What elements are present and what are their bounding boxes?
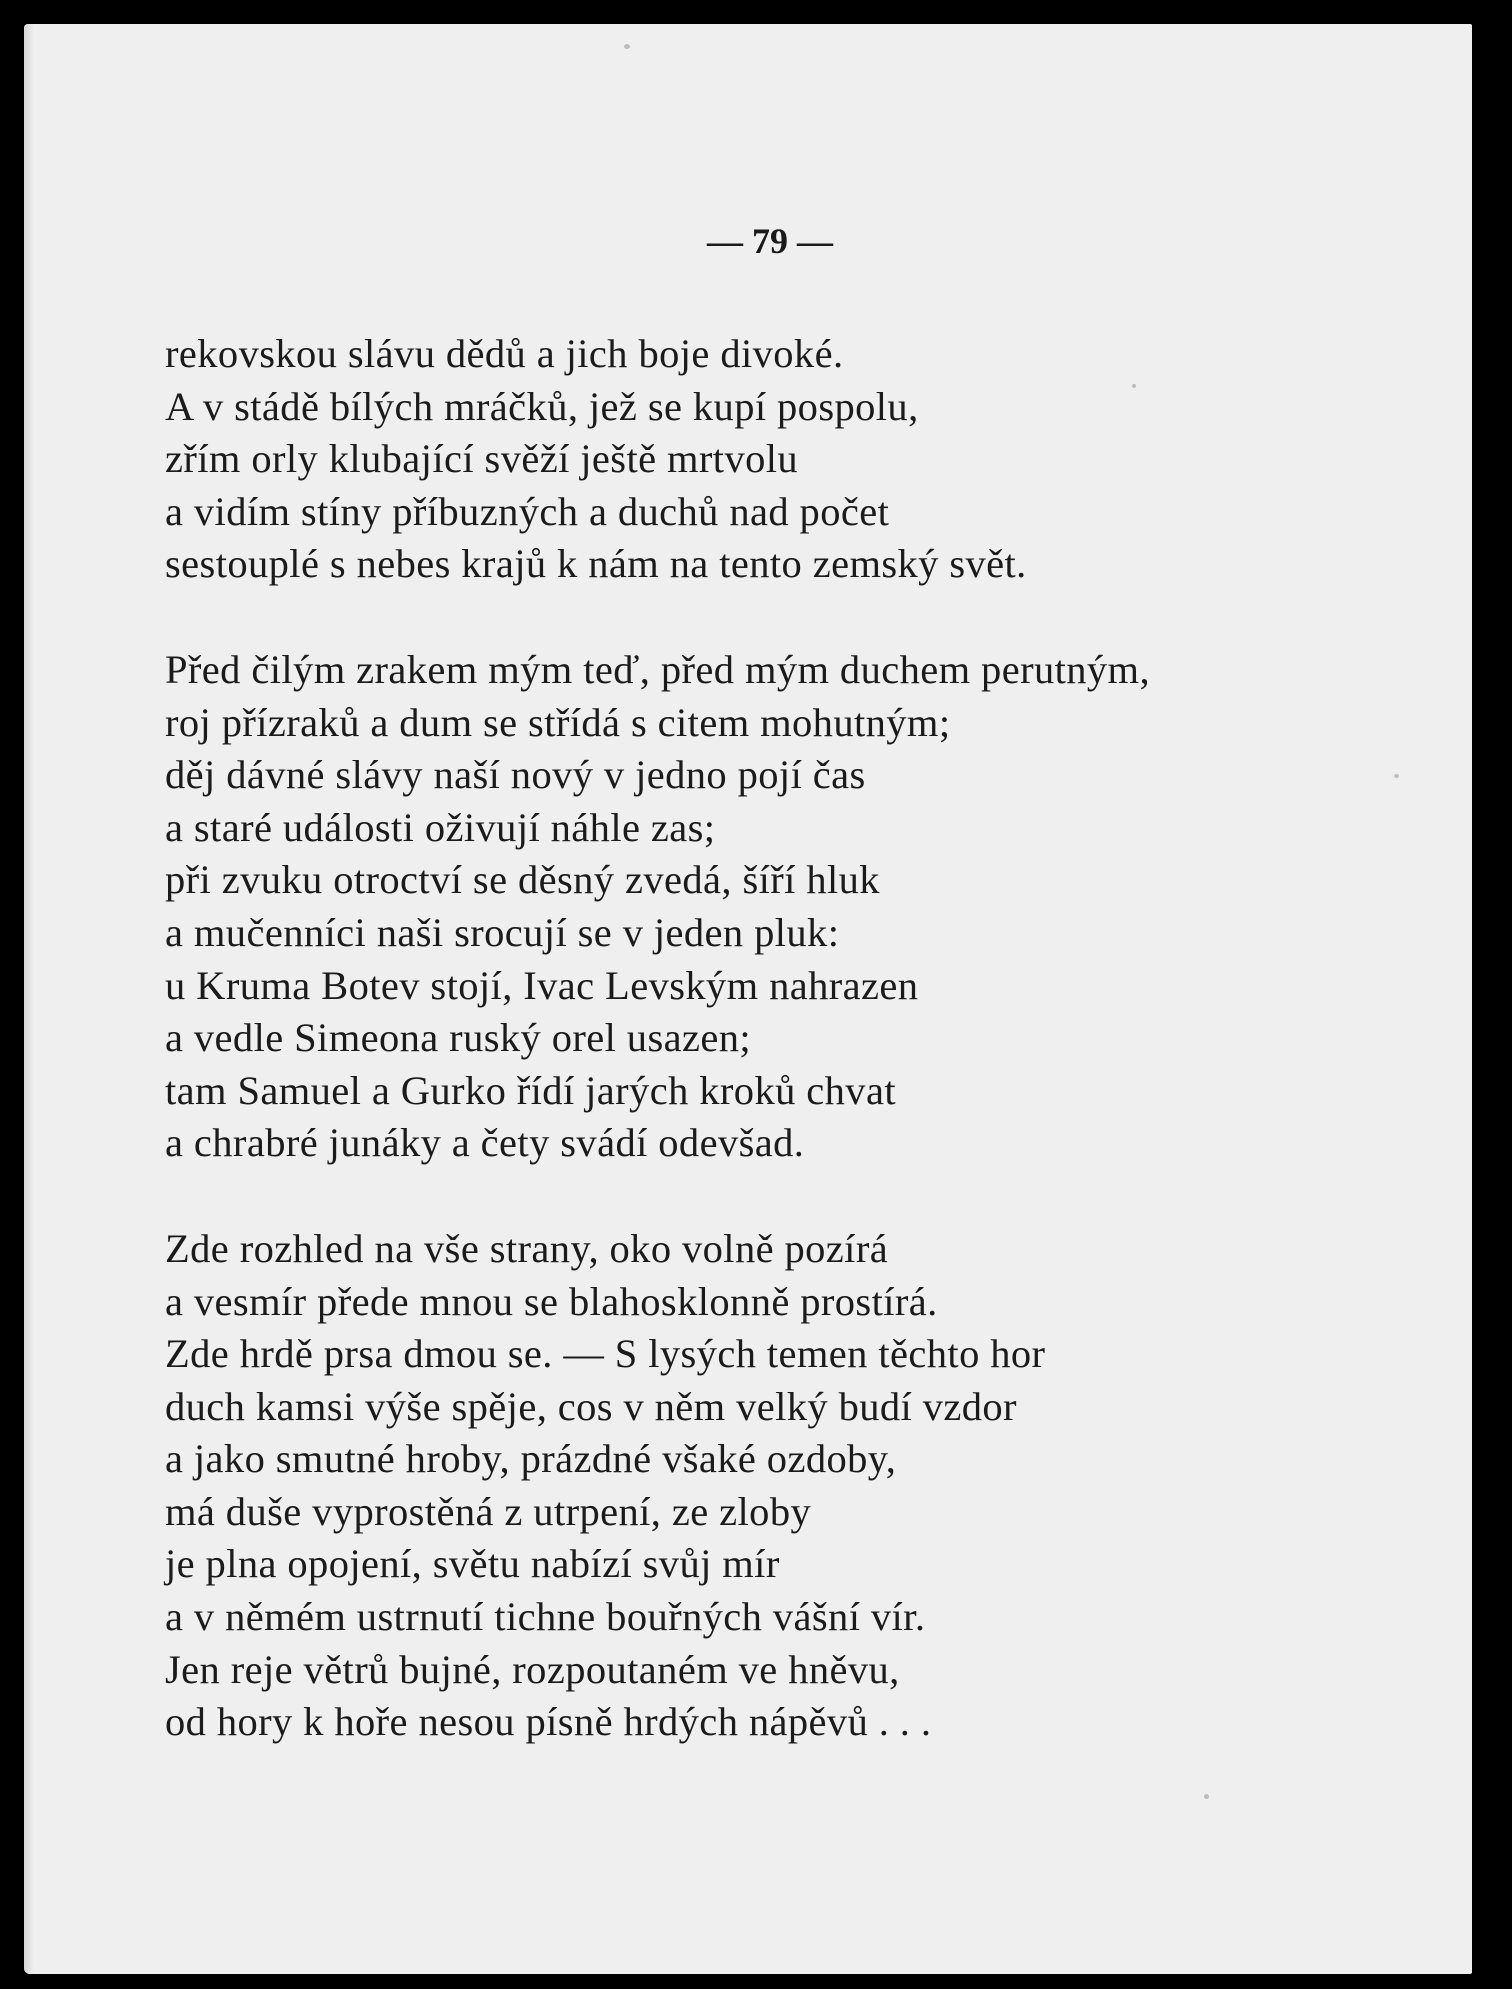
verse-line: Zde hrdě prsa dmou se. — S lysých temen těchto hor: [165, 1331, 1046, 1377]
verse-line: u Kruma Botev stojí, Ivac Levským nahrazen: [165, 962, 919, 1008]
verse-line: roj přízraků a dum se střídá s citem mohutným;: [165, 699, 951, 745]
verse-line: zřím orly klubající svěží ještě mrtvolu: [165, 436, 799, 482]
verse-line: Jen reje větrů bujné, rozpoutaném ve hněvu,: [165, 1646, 900, 1692]
page-edge-shadow: [24, 24, 34, 1974]
verse-line: a vesmír přede mnou se blahosklonně prostírá.: [165, 1278, 938, 1324]
paper-speck: [1132, 384, 1136, 388]
stanza-3: [165, 1223, 1445, 1749]
verse-line: Zde rozhled na vše strany, oko volně pozírá: [165, 1225, 889, 1271]
verse-line: je plna opojení, světu nabízí svůj mír: [165, 1541, 780, 1587]
verse-line: a vedle Simeona ruský orel usazen;: [165, 1015, 752, 1061]
book-page: [24, 24, 1472, 1974]
verse-line: a chrabré junáky a čety svádí odevšad.: [165, 1120, 805, 1166]
verse-line: od hory k hoře nesou písně hrdých nápěvů . . .: [165, 1699, 932, 1745]
verse-line: a mučenníci naši srocují se v jeden pluk:: [165, 909, 840, 955]
stanza-2: [165, 644, 1445, 1170]
verse-line: Před čilým zrakem mým teď, před mým duchem perutným,: [165, 646, 1150, 692]
paper-speck: [1394, 774, 1399, 778]
verse-line: tam Samuel a Gurko řídí jarých kroků chvat: [165, 1067, 896, 1113]
poem-text: [165, 328, 1445, 1749]
verse-line: a jako smutné hroby, prázdné všaké ozdoby,: [165, 1436, 897, 1482]
verse-line: a vidím stíny příbuzných a duchů nad počet: [165, 488, 890, 534]
verse-line: A v stádě bílých mráčků, jež se kupí pospolu,: [165, 383, 919, 429]
paper-speck: [624, 44, 630, 49]
stanza-1: [165, 328, 1445, 591]
verse-line: a staré události oživují náhle zas;: [165, 804, 716, 850]
verse-line: rekovskou slávu dědů a jich boje divoké.: [165, 331, 844, 376]
verse-line: děj dávné slávy naší nový v jedno pojí čas: [165, 752, 866, 798]
verse-line: sestouplé s nebes krajů k nám na tento zemský svět.: [165, 541, 1027, 587]
verse-line: má duše vyprostěná z utrpení, ze zloby: [165, 1488, 812, 1534]
verse-line: a v němém ustrnutí tichne bouřných vášní vír.: [165, 1594, 926, 1640]
paper-speck: [1204, 1794, 1209, 1799]
verse-line: duch kamsi výše spěje, cos v něm velký budí vzdor: [165, 1383, 1017, 1429]
page-number: — 79 —: [707, 221, 833, 261]
verse-line: při zvuku otroctví se děsný zvedá, šíří hluk: [165, 857, 880, 903]
